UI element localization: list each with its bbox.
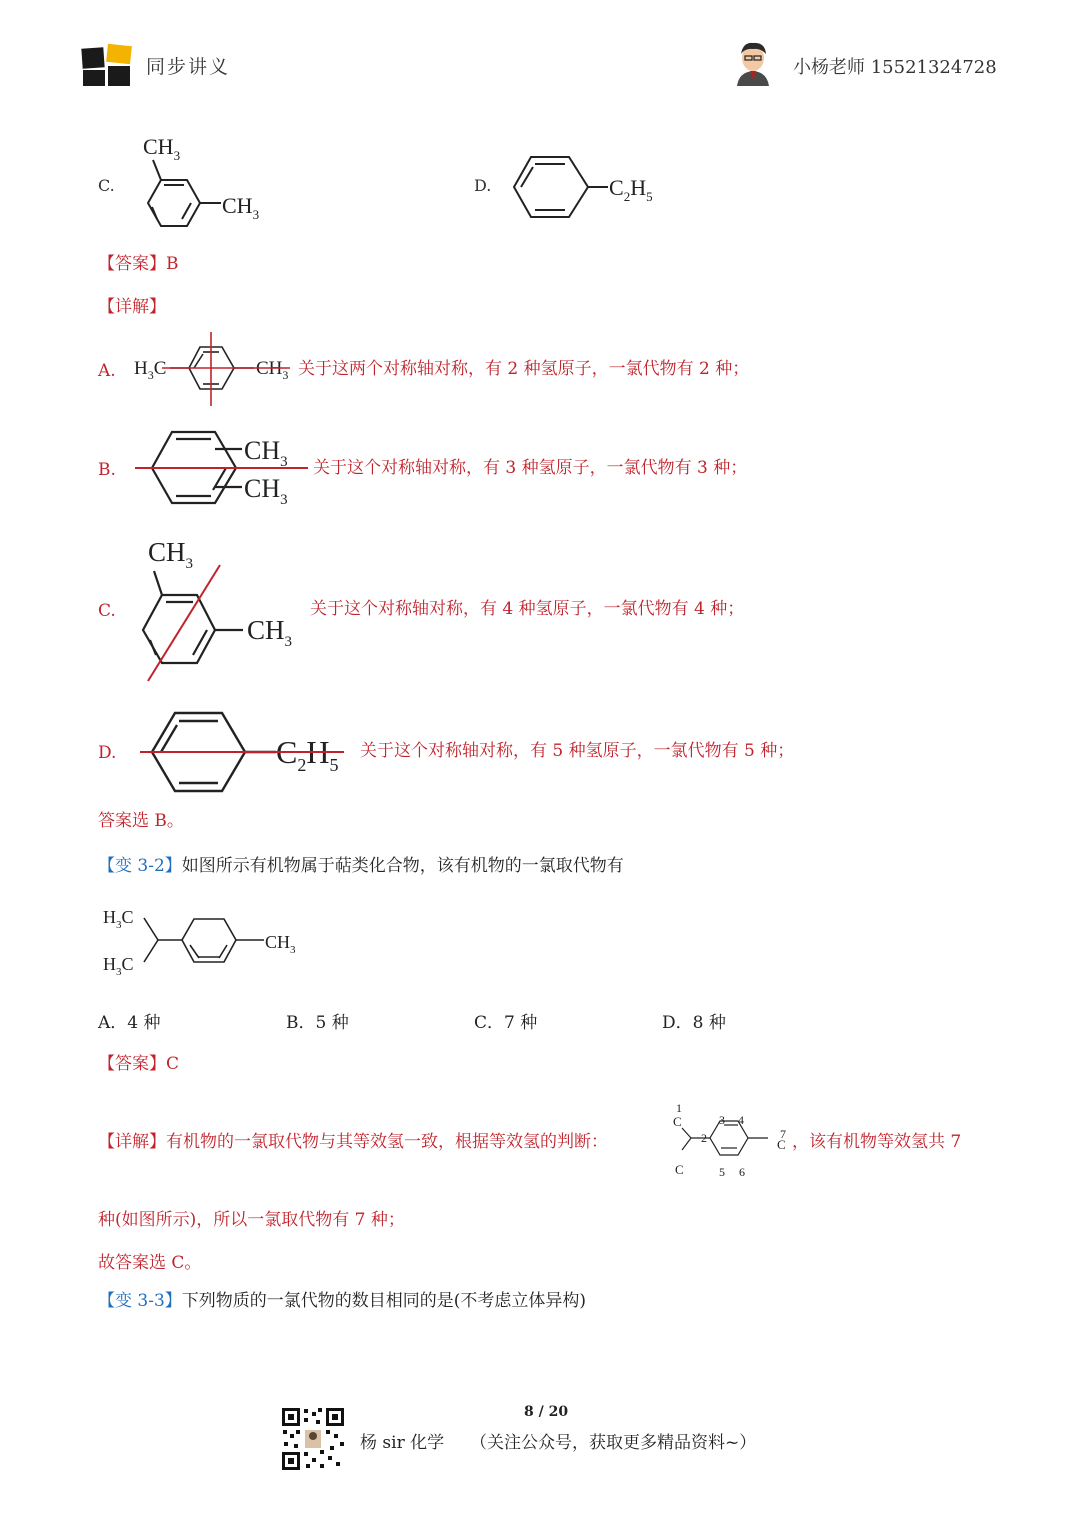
analysis-d-text: 关于这个对称轴对称，有 5 种氢原子，一氯代物有 5 种； (360, 741, 795, 761)
analysis-d-structure (130, 705, 360, 800)
q-bracket-open: 【 (98, 1291, 115, 1311)
carbon-label: C (675, 1162, 684, 1177)
analysis-c-label: C. (98, 601, 116, 621)
q-tag: 变 3-2 (115, 856, 165, 876)
answer-1 (98, 253, 179, 275)
choice-a: A．4 种 (98, 1013, 161, 1033)
position-number: 7 (780, 1127, 786, 1141)
option-c-structure (125, 128, 285, 238)
carbon-label: C (777, 1137, 786, 1152)
ch3-label: $CH_3$ (222, 193, 260, 222)
choice-d: D．8 种 (662, 1013, 726, 1033)
conclusion-1: 答案选 B。 (98, 811, 184, 831)
detail-tag-1: 【详解】 (98, 297, 166, 317)
analysis-d-label: D. (98, 743, 117, 763)
ch3-label: $CH_3$ (148, 537, 194, 572)
h3c-label: $H_3C$ (134, 358, 167, 382)
option-c-label: C. (98, 176, 115, 195)
analysis-a-text: 关于这两个对称轴对称，有 2 种氢原子，一氯代物有 2 种； (298, 359, 750, 379)
ch3-label: $CH_3$ (244, 474, 288, 508)
carbon-label: C (673, 1114, 682, 1129)
c2h5-label: $C_2H_5$ (276, 734, 339, 775)
detail-tag: 【详解】 (98, 1132, 166, 1152)
analysis-b-text: 关于这个对称轴对称，有 3 种氢原子，一氯代物有 3 种； (313, 458, 748, 478)
q-text: 下列物质的一氯代物的数目相同的是(不考虑立体异构) (181, 1291, 587, 1311)
answer-2 (98, 1053, 179, 1075)
numbered-structure (668, 1098, 798, 1183)
choice-b: B．5 种 (286, 1013, 349, 1033)
answer-value: B (166, 254, 179, 274)
detail-2 (98, 1131, 608, 1153)
c2h5-label: $C_2H_5$ (609, 175, 653, 204)
analysis-c-text: 关于这个对称轴对称，有 4 种氢原子，一氯代物有 4 种； (310, 599, 745, 619)
ch3-label: $CH_3$ (244, 436, 288, 470)
page-number: 8 / 20 (524, 1404, 569, 1420)
answer-tag: 【答案】 (98, 254, 166, 274)
position-number: 5 (719, 1165, 725, 1179)
analysis-a-structure (132, 330, 297, 408)
q-tag: 变 3-3 (115, 1291, 165, 1311)
analysis-a-label: A. (98, 361, 116, 381)
question-3-2-structure (100, 898, 310, 983)
detail-2-cont: ，该有机物等效氢共 7 (792, 1132, 962, 1152)
choice-c: C．7 种 (474, 1013, 538, 1033)
detail-text: 有机物的一氯取代物与其等效氢一致，根据等效氢的判断： (166, 1132, 608, 1152)
h3c-label: $H_3C$ (103, 954, 134, 978)
ch3-label: $CH_3$ (143, 134, 181, 163)
q-text: 如图所示有机物属于萜类化合物，该有机物的一氯取代物有 (181, 856, 624, 876)
position-number: 4 (738, 1113, 744, 1127)
footer-brand: 杨 sir 化学 (360, 1433, 445, 1453)
q-bracket-open: 【 (98, 856, 115, 876)
position-number: 3 (719, 1113, 725, 1127)
answer-value: C (166, 1054, 180, 1074)
teacher-avatar (733, 40, 773, 86)
h3c-label: $H_3C$ (103, 907, 134, 931)
position-number: 6 (739, 1165, 745, 1179)
header-title: 同步讲义 (146, 56, 231, 78)
answer-tag: 【答案】 (98, 1054, 166, 1074)
footer-slogan: （关注公众号，获取更多精品资料~） (470, 1433, 757, 1453)
ch3-label: $CH_3$ (265, 932, 296, 956)
option-d-label: D. (474, 176, 492, 195)
analysis-c-structure (130, 533, 310, 688)
conclusion-2: 故答案选 C。 (98, 1253, 202, 1273)
analysis-b-label: B. (98, 460, 116, 480)
ch3-label: $CH_3$ (247, 615, 293, 650)
position-number: 2 (701, 1131, 707, 1145)
position-number: 1 (676, 1101, 682, 1115)
q-bracket-close: 】 (164, 856, 182, 876)
qr-code (280, 1406, 346, 1472)
teacher-contact: 小杨老师 15521324728 (793, 57, 997, 78)
analysis-b-structure (130, 425, 315, 515)
logo (80, 42, 135, 87)
option-d-structure (505, 150, 685, 225)
q-bracket-close: 】 (164, 1291, 182, 1311)
question-3-3 (98, 1290, 586, 1312)
detail-2-line2: 种(如图所示)，所以一氯取代物有 7 种； (98, 1210, 405, 1230)
ch3-label: $CH_3$ (256, 358, 289, 382)
question-3-2 (98, 855, 624, 877)
